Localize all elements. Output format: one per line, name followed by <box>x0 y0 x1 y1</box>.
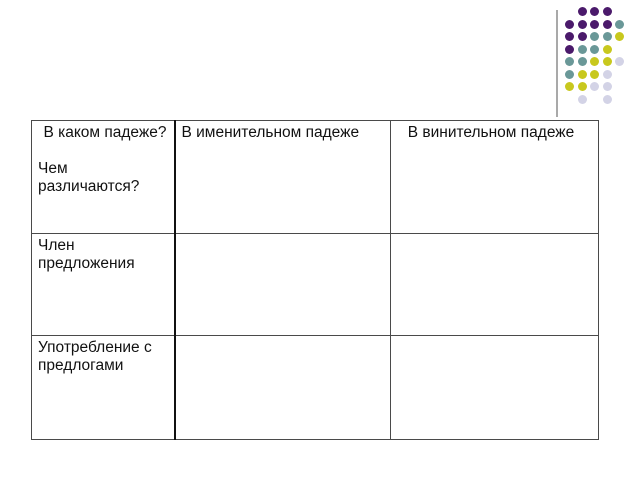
decorative-dot <box>603 82 612 91</box>
decorative-dot <box>590 45 599 54</box>
accusative-column-header: В винительном падеже <box>407 124 575 141</box>
header-accusative-cell <box>391 121 599 234</box>
decorative-dot <box>578 95 587 104</box>
header-corner-cell <box>32 121 175 234</box>
nominative-column-header: В именительном падеже <box>181 124 360 141</box>
decorative-dot <box>565 57 574 66</box>
decorative-dot <box>565 70 574 79</box>
table-row <box>32 336 599 440</box>
table-row <box>32 234 599 336</box>
row-label-cell <box>32 234 175 336</box>
decorative-dot <box>603 70 612 79</box>
decorative-dot <box>565 20 574 29</box>
decorative-dot <box>578 57 587 66</box>
decorative-dot <box>590 82 599 91</box>
cell-prepositions-nominative[interactable] <box>175 336 391 440</box>
decorative-dot <box>590 20 599 29</box>
cell-prepositions-accusative[interactable] <box>391 336 599 440</box>
decorative-dot <box>615 20 624 29</box>
decorative-dot <box>603 32 612 41</box>
row-label-prepositions-usage: Употребление с предлогами <box>38 339 152 374</box>
decorative-dot <box>590 57 599 66</box>
decorative-dot <box>615 57 624 66</box>
cell-sentence-member-nominative[interactable] <box>175 234 391 336</box>
decorative-dot <box>578 82 587 91</box>
decorative-dot <box>603 7 612 16</box>
cell-sentence-member-accusative[interactable] <box>391 234 599 336</box>
decorative-dot <box>578 32 587 41</box>
question-difference-label: Чем различаются? <box>38 160 140 195</box>
decorative-dot <box>603 45 612 54</box>
decorative-dot <box>590 7 599 16</box>
decorative-dot <box>578 70 587 79</box>
decorative-dot <box>565 45 574 54</box>
decorative-dot <box>590 32 599 41</box>
header-nominative-cell <box>175 121 391 234</box>
decorative-dot <box>578 45 587 54</box>
decorative-dot <box>565 32 574 41</box>
decorative-dot <box>578 20 587 29</box>
table-header-row <box>32 121 599 234</box>
decorative-dot <box>603 95 612 104</box>
decorative-dot <box>578 7 587 16</box>
decorative-dot <box>590 70 599 79</box>
decorative-dot <box>603 57 612 66</box>
row-label-sentence-member: Член предложения <box>38 237 135 272</box>
comparison-table <box>31 120 599 440</box>
decorative-dot-grid <box>565 7 631 107</box>
row-label-cell <box>32 336 175 440</box>
decorative-dot <box>565 82 574 91</box>
question-case-label: В каком падеже? <box>43 124 167 141</box>
decorative-dot <box>603 20 612 29</box>
decorative-dot <box>615 32 624 41</box>
decorative-vertical-line <box>556 10 558 117</box>
